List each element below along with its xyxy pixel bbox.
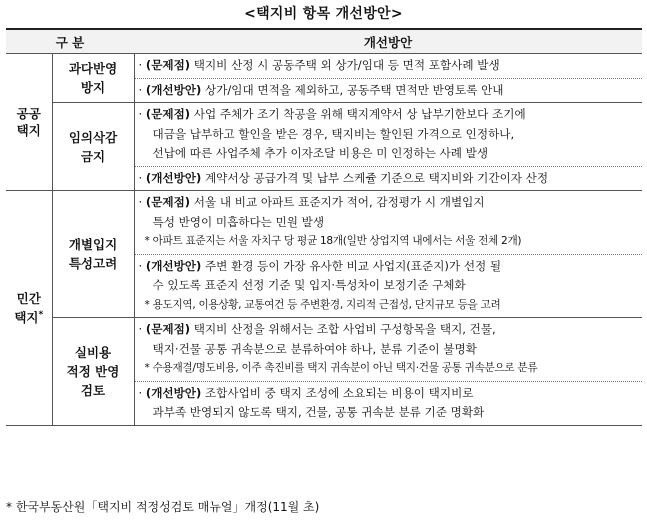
table-title: <택지비 항목 개선방안>	[244, 6, 403, 22]
entry-tag: (개선방안)	[145, 258, 202, 273]
entry-line: · (개선방안) 조합사업비 중 택지 조성에 소요되는 비용이 택지비로	[138, 385, 474, 400]
entry-text	[134, 166, 642, 191]
table-row	[6, 191, 642, 255]
entry-tag: (개선방안)	[145, 170, 202, 185]
entry-line: · (개선방안) 상가/임대 면적을 제외하고, 공동주택 면적만 반영토록 안내	[138, 82, 504, 97]
entry-text	[134, 381, 642, 425]
table-row	[6, 54, 642, 79]
group-label: 민간 택지*	[6, 191, 52, 426]
group-label-mark: *	[38, 309, 44, 320]
table-row	[6, 103, 642, 167]
entry-line: · (개선방안) 주변 환경 등이 가장 유사한 비교 사업지(표준지)가 선정 될	[138, 258, 502, 273]
entry-line: 특성 반영이 미흡하다는 민원 발생	[152, 214, 325, 229]
entry-line: · (개선방안) 계약서상 공급가격 및 납부 스케쥴 기준으로 택지비와 기간이자 산정	[138, 170, 549, 185]
item-label: 임의삭감 금지	[52, 103, 134, 191]
item-label: 실비용 적정 반영 검토	[52, 318, 134, 426]
entry-text	[134, 103, 642, 167]
entry-text	[134, 78, 642, 103]
group-label: 공공 택지	[6, 54, 52, 191]
entry-line: 선납에 따른 사업주체 추가 이자조달 비용은 미 인정하는 사례 발생	[152, 146, 489, 160]
entry-line: · (문제점) 서울 내 비교 아파트 표준지가 적어, 감정평가 시 개별입지	[138, 195, 485, 209]
footnote: * 한국부동산원「택지비 적정성검토 매뉴얼」개정(11월 초)	[6, 500, 320, 514]
entry-tag: (개선방안)	[145, 385, 202, 400]
table-header-row	[6, 29, 642, 54]
entry-note: * 수용재결/명도비용, 이주 촉진비를 택지 귀속분이 아닌 택지·건물 공통 귀속분으로 분류	[144, 362, 538, 374]
entry-tag: (문제점)	[145, 195, 191, 209]
entry-line: · (문제점) 사업 주체가 조기 착공을 위해 택지계약서 상 납부기한보다 조기에	[138, 107, 526, 121]
entry-line: 대금을 납부하고 할인을 받은 경우, 택지비는 할인된 가격으로 인정하나,	[152, 126, 515, 141]
entry-text	[134, 254, 642, 318]
entry-note: * 용도지역, 이용상황, 교통여건 등 주변환경, 지리적 근접성, 단지규모 등을 고려	[144, 298, 501, 311]
entry-tag: (개선방안)	[145, 82, 202, 97]
entry-line: 택지·건물 공통 귀속분으로 분류하여야 하나, 분류 기준이 불명확	[152, 341, 477, 356]
entry-text	[134, 318, 642, 382]
entry-text	[134, 191, 642, 255]
table-row	[6, 318, 642, 382]
item-label: 과다반영 방지	[52, 54, 134, 103]
entry-line: · (문제점) 택지비 산정 시 공동주택 외 상가/임대 등 면적 포함사례 발생	[138, 58, 500, 72]
header-improvement: 개선방안	[134, 29, 642, 54]
header-category: 구 분	[6, 29, 134, 54]
entry-tag: (문제점)	[145, 322, 191, 336]
entry-text	[134, 54, 642, 79]
improvement-table	[6, 28, 642, 426]
table-body	[6, 54, 642, 426]
entry-line: 수 있도록 표준지 선정 기준 및 입지·특성차이 보정기준 구체화	[152, 278, 466, 292]
entry-tag: (문제점)	[145, 107, 191, 121]
item-label: 개별입지 특성고려	[52, 191, 134, 318]
entry-line: 과부족 반영되지 않도록 택지, 건물, 공통 귀속분 분류 기준 명확화	[152, 405, 485, 419]
entry-line: · (문제점) 택지비 산정을 위해서는 조합 사업비 구성항목을 택지, 건물,	[138, 322, 496, 336]
entry-tag: (문제점)	[145, 58, 191, 72]
entry-note: * 아파트 표준지는 서울 자치구 당 평균 18개(일반 상업지역 내에서는 서울 전체 2개)	[144, 235, 522, 247]
